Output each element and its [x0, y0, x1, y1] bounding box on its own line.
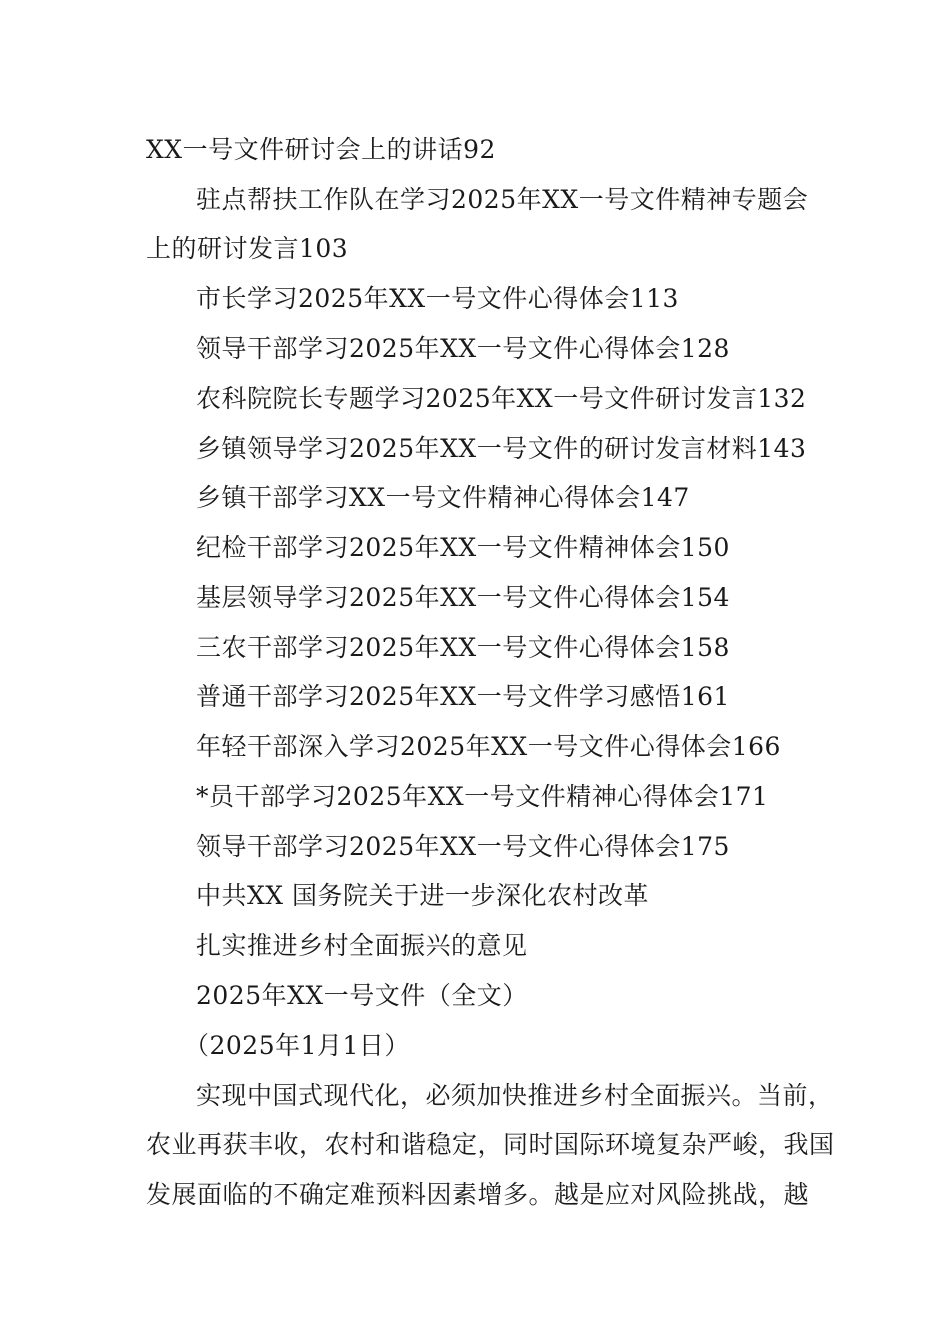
toc-entry: 普通干部学习2025年XX一号文件学习感悟161: [196, 682, 730, 711]
toc-entry: 年轻干部深入学习2025年XX一号文件心得体会166: [196, 732, 781, 761]
toc-entry: 三农干部学习2025年XX一号文件心得体会158: [196, 633, 730, 662]
toc-entry: XX一号文件研讨会上的讲话92: [146, 135, 496, 164]
toc-entry: *员干部学习2025年XX一号文件精神心得体会171: [196, 782, 769, 811]
document-subtitle: 2025年XX一号文件（全文）: [196, 981, 528, 1010]
toc-entry: 驻点帮扶工作队在学习2025年XX一号文件精神专题会: [196, 185, 809, 214]
toc-entry: 市长学习2025年XX一号文件心得体会113: [196, 284, 679, 313]
document-date: （2025年1月1日）: [184, 1031, 410, 1060]
toc-entry: 上的研讨发言103: [146, 234, 349, 263]
toc-entry: 基层领导学习2025年XX一号文件心得体会154: [196, 583, 730, 612]
toc-entry: 纪检干部学习2025年XX一号文件精神体会150: [196, 533, 730, 562]
body-paragraph-line: 农业再获丰收，农村和谐稳定，同时国际环境复杂严峻，我国: [146, 1130, 835, 1159]
document-title-line2: 扎实推进乡村全面振兴的意见: [196, 931, 528, 960]
toc-entry: 乡镇干部学习XX一号文件精神心得体会147: [196, 483, 690, 512]
toc-entry: 乡镇领导学习2025年XX一号文件的研讨发言材料143: [196, 434, 807, 463]
toc-entry: 领导干部学习2025年XX一号文件心得体会175: [196, 832, 730, 861]
toc-entry: 领导干部学习2025年XX一号文件心得体会128: [196, 334, 730, 363]
toc-entry: 农科院院长专题学习2025年XX一号文件研讨发言132: [196, 384, 807, 413]
body-paragraph-line: 发展面临的不确定难预料因素增多。越是应对风险挑战，越: [146, 1180, 810, 1209]
body-paragraph-line: 实现中国式现代化，必须加快推进乡村全面振兴。当前，: [196, 1081, 834, 1110]
document-title-line1: 中共XX 国务院关于进一步深化农村改革: [196, 881, 650, 910]
